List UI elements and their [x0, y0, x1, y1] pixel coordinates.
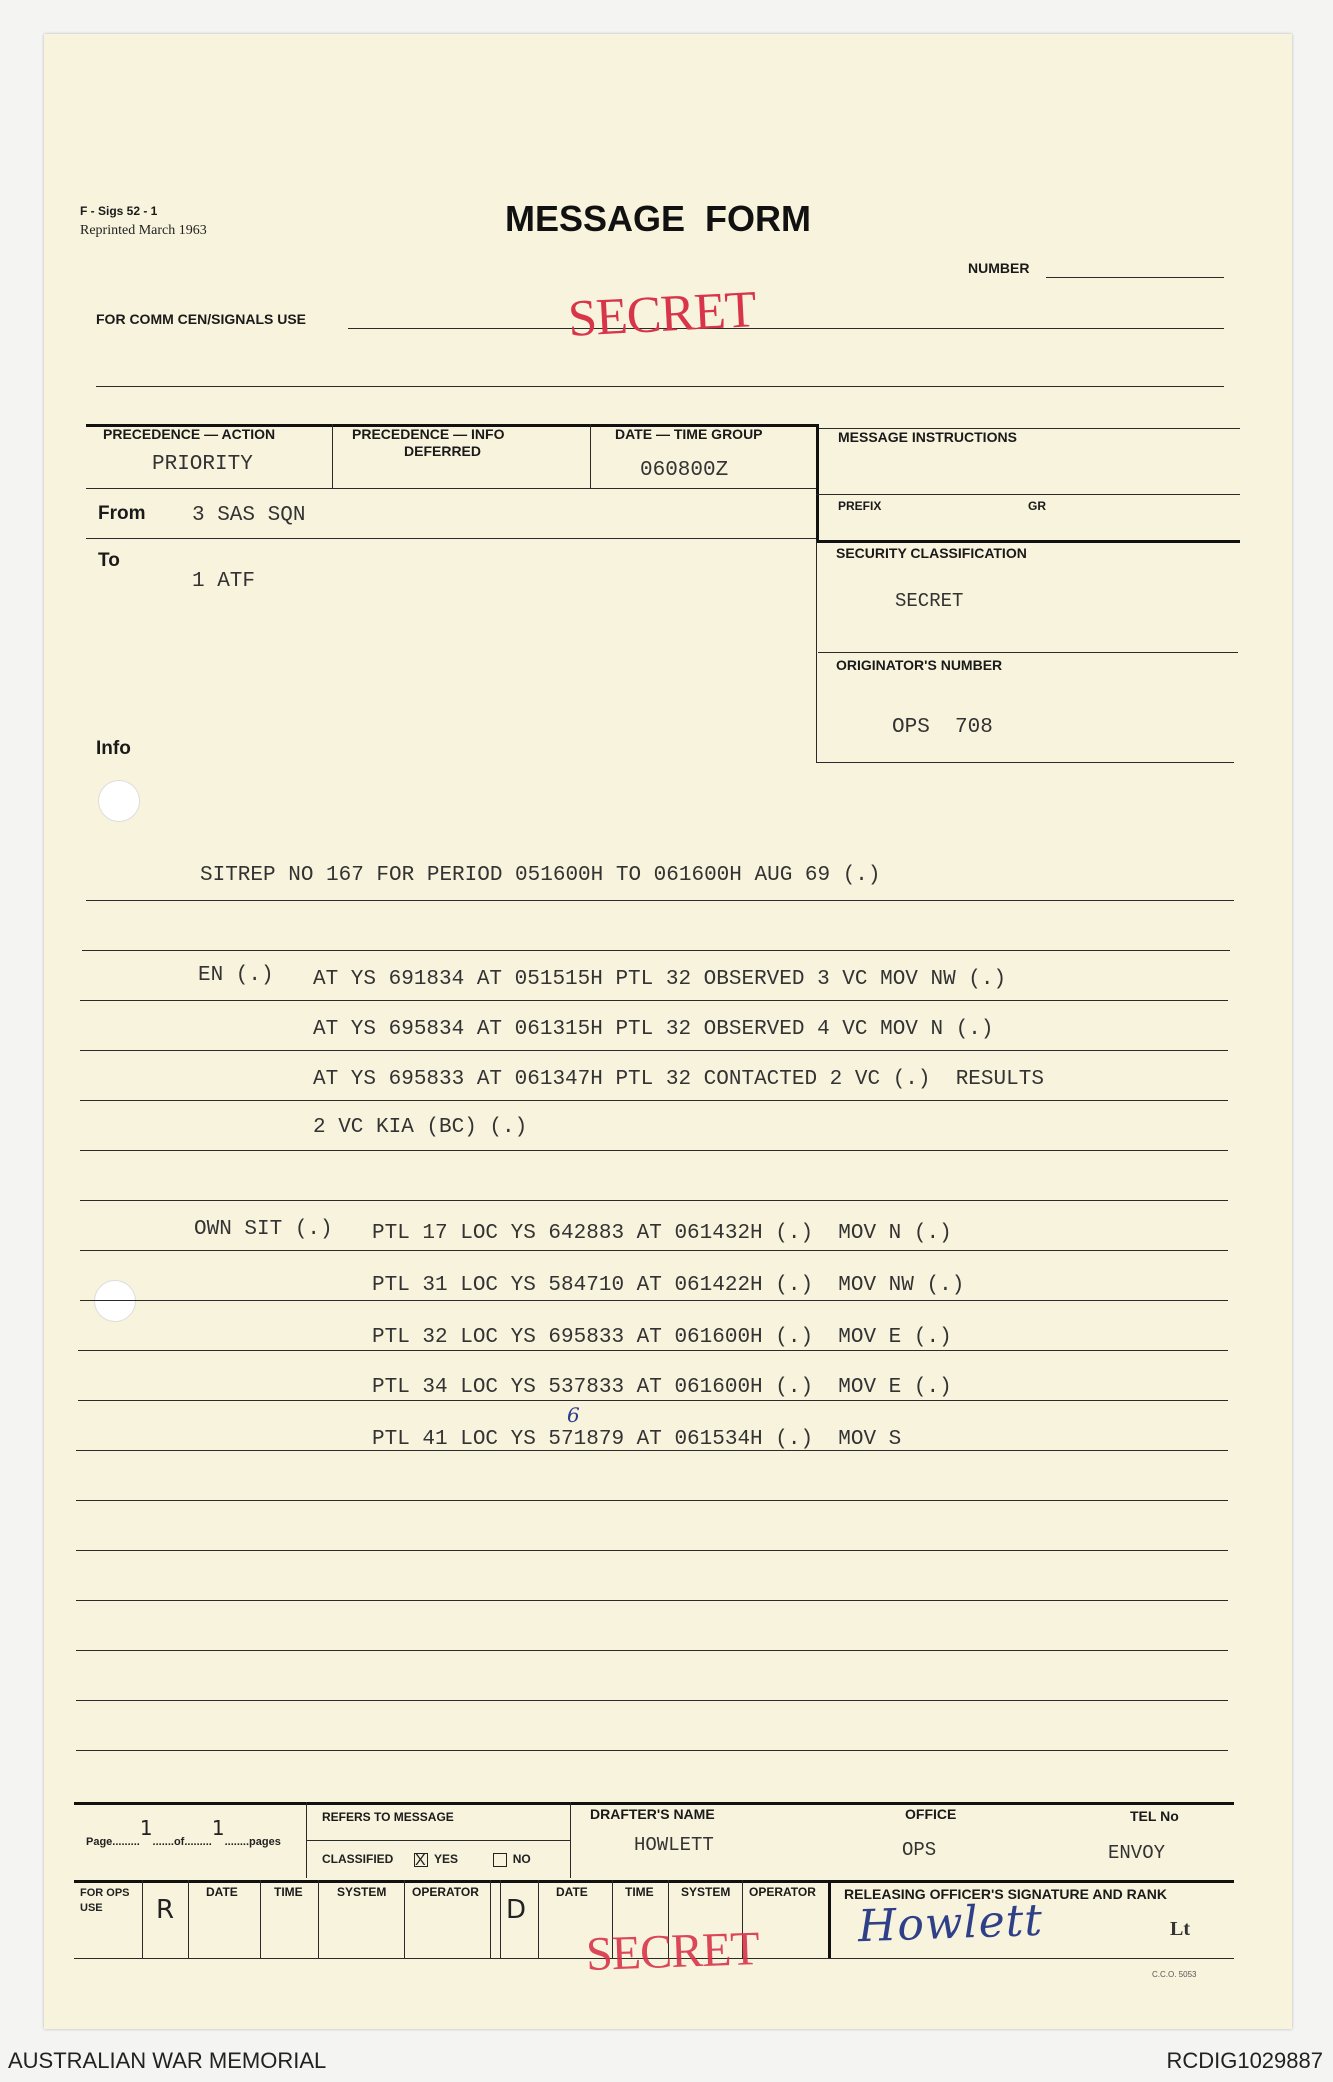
body-own-sit-line-5: PTL 41 LOC YS 571879 AT 061534H (.) MOV S — [372, 1428, 902, 1451]
handwritten-correction: 6 — [567, 1403, 580, 1427]
footer-source: AUSTRALIAN WAR MEMORIAL — [8, 2048, 327, 2073]
info-label: Info — [96, 738, 131, 759]
body-own-sit-label: OWN SIT (.) — [194, 1218, 333, 1241]
operator-label-1: OPERATOR — [412, 1885, 479, 1899]
for-ops-use-label: FOR OPS USE — [80, 1887, 130, 1914]
prefix-label: PREFIX — [838, 499, 882, 513]
body-en-line-3: AT YS 695833 AT 061347H PTL 32 CONTACTED 2 VC (.) RESULTS — [313, 1068, 1044, 1091]
punch-hole-bottom — [94, 1280, 136, 1322]
refers-to-message-label: REFERS TO MESSAGE — [322, 1810, 454, 1824]
body-en-line-4: 2 VC KIA (BC) (.) — [313, 1116, 528, 1139]
page-label: Page — [86, 1836, 113, 1848]
body-sitrep-line: SITREP NO 167 FOR PERIOD 051600H TO 061600H AUG 69 (.) — [200, 864, 881, 887]
from-label: From — [98, 503, 146, 524]
d-label: D — [506, 1895, 527, 1925]
precedence-action-label: PRECEDENCE — ACTION — [103, 426, 276, 442]
office-label: OFFICE — [905, 1806, 957, 1822]
office-value: OPS — [902, 1839, 937, 1861]
from-value: 3 SAS SQN — [192, 504, 306, 527]
no-label: NO — [512, 1852, 531, 1866]
system-label-2: SYSTEM — [681, 1885, 731, 1899]
dtg-value: 060800Z — [640, 459, 729, 482]
classified-row — [322, 1852, 531, 1867]
page-title: MESSAGE FORM — [505, 198, 812, 239]
precedence-info-deferred: DEFERRED — [404, 443, 482, 459]
originator-number-value: OPS 708 — [892, 716, 993, 739]
message-instructions-label: MESSAGE INSTRUCTIONS — [838, 429, 1017, 445]
system-label-1: SYSTEM — [337, 1885, 387, 1899]
originator-number-label: ORIGINATOR'S NUMBER — [836, 657, 1003, 673]
secret-stamp-bottom: SECRET — [585, 1922, 760, 1981]
body-own-sit-line-3: PTL 32 LOC YS 695833 AT 061600H (.) MOV E (.) — [372, 1326, 952, 1349]
form-code: F - Sigs 52 - 1 — [80, 204, 158, 218]
body-en-line-2: AT YS 695834 AT 061315H PTL 32 OBSERVED 4 VC MOV N (.) — [313, 1018, 994, 1041]
number-label: NUMBER — [968, 260, 1030, 276]
operator-label-2: OPERATOR — [749, 1885, 816, 1899]
time-label-2: TIME — [625, 1885, 654, 1899]
comm-signals-label: FOR COMM CEN/SIGNALS USE — [96, 311, 307, 327]
releasing-officer-label: RELEASING OFFICER'S SIGNATURE AND RANK — [844, 1886, 1168, 1902]
body-en-label: EN (.) — [198, 964, 274, 987]
drafters-name-label: DRAFTER'S NAME — [590, 1806, 715, 1822]
form-reprint: Reprinted March 1963 — [80, 223, 207, 238]
page-total: 1 — [211, 1816, 225, 1840]
secret-stamp-top: SECRET — [566, 281, 757, 348]
no-checkbox[interactable] — [493, 1853, 507, 1867]
officer-rank: Lt — [1170, 1918, 1190, 1940]
footer-identifier: RCDIG1029887 — [1166, 2048, 1323, 2073]
body-own-sit-line-2: PTL 31 LOC YS 584710 AT 061422H (.) MOV NW (.) — [372, 1274, 965, 1297]
tel-label: TEL No — [1130, 1808, 1179, 1824]
pages-label: pages — [249, 1836, 281, 1848]
date-label-1: DATE — [206, 1885, 238, 1899]
yes-label: YES — [434, 1852, 459, 1866]
precedence-action-value: PRIORITY — [152, 453, 253, 476]
page-number: 1 — [139, 1816, 153, 1840]
to-label: To — [98, 550, 120, 571]
precedence-info-label: PRECEDENCE — INFO — [352, 426, 505, 442]
to-value: 1 ATF — [192, 570, 256, 593]
officer-signature: Howlett — [857, 1894, 1044, 1953]
body-own-sit-line-1: PTL 17 LOC YS 642883 AT 061432H (.) MOV N (.) — [372, 1222, 952, 1245]
page-count: Page.........1.......of.........1........pages — [86, 1816, 281, 1848]
body-en-line-1: AT YS 691834 AT 051515H PTL 32 OBSERVED 3 VC MOV NW (.) — [313, 968, 1007, 991]
drafters-name-value: HOWLETT — [634, 1834, 714, 1856]
punch-hole-top — [98, 780, 140, 822]
time-label-1: TIME — [274, 1885, 303, 1899]
tel-value: ENVOY — [1108, 1842, 1166, 1864]
body-own-sit-line-4: PTL 34 LOC YS 537833 AT 061600H (.) MOV E (.) — [372, 1376, 952, 1399]
of-label: of — [173, 1836, 185, 1848]
gr-label: GR — [1028, 499, 1046, 513]
yes-checkbox[interactable] — [414, 1853, 428, 1867]
security-classification-label: SECURITY CLASSIFICATION — [836, 545, 1027, 561]
security-classification-value: SECRET — [895, 590, 964, 612]
r-label: R — [156, 1895, 175, 1925]
yes-check-mark: X — [415, 1851, 426, 1869]
date-label-2: DATE — [556, 1885, 588, 1899]
dtg-label: DATE — TIME GROUP — [615, 426, 763, 442]
form-print-code: C.C.O. 5053 — [1152, 1970, 1197, 1979]
classified-label: CLASSIFIED — [322, 1852, 394, 1866]
